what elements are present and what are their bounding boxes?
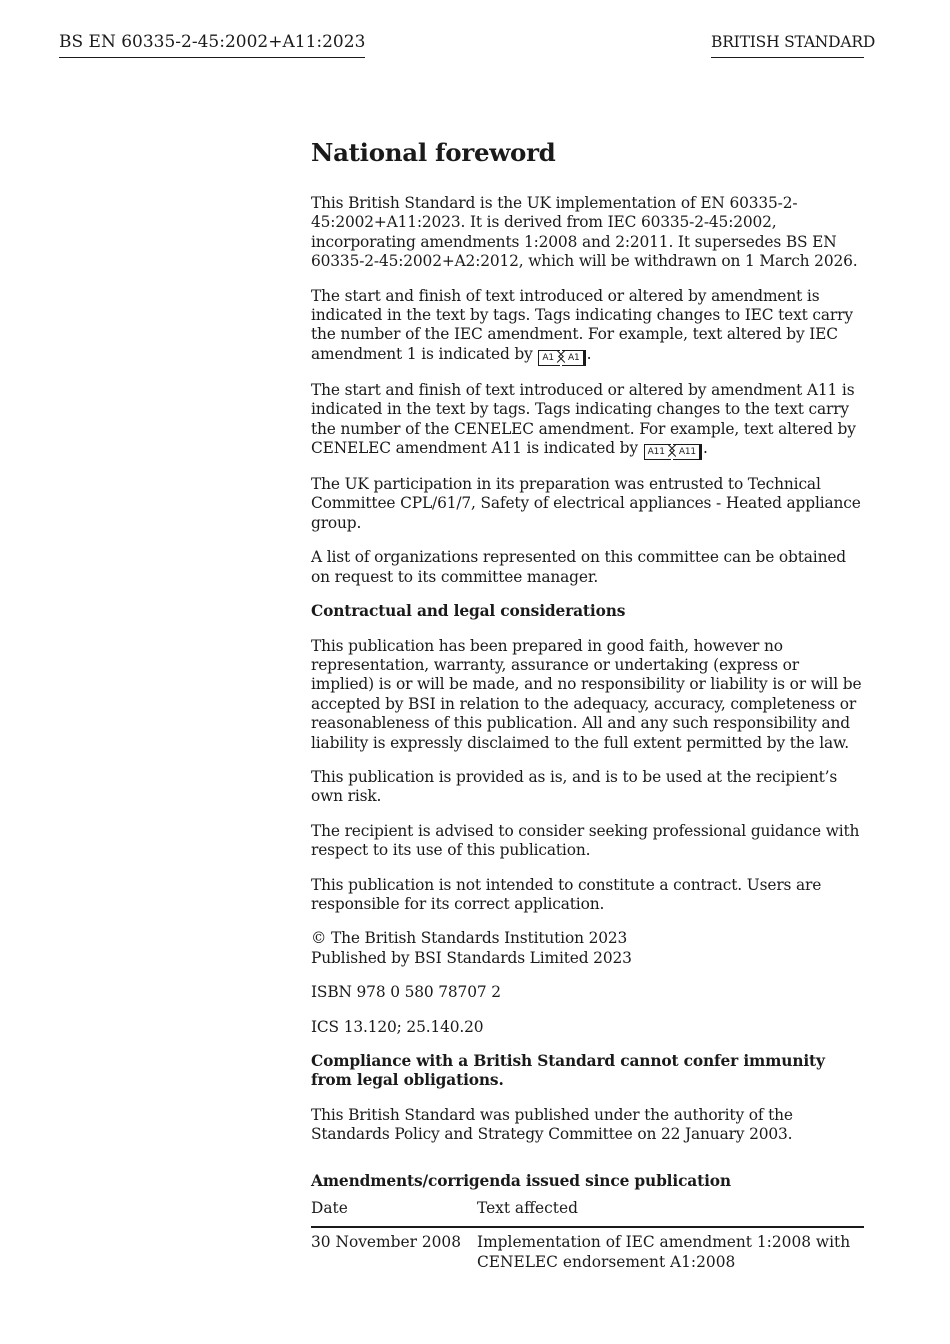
isbn: ISBN 978 0 580 78707 2	[311, 983, 501, 1002]
ics: ICS 13.120; 25.140.20	[311, 1017, 484, 1036]
table-row	[311, 1227, 864, 1272]
amendment-text-affected: Implementation of IEC amendment 1:2008 with CENELEC endorsement A1:2008	[477, 1233, 851, 1271]
amendment-date: 30 November 2008	[311, 1233, 461, 1252]
amendments-heading: Amendments/corrigenda issued since publication	[311, 1171, 731, 1190]
paragraph-good-faith: This publication has been prepared in good faith, however no representation, warranty, assurance or undertaking (express or implied) is or will be made, and no responsibility or liability is or will be accepted by BSI in relation to the adequacy, accuracy, completeness or reasonableness of this publication. All and any such responsibility and liability is expressly disclaimed to the full extent permitted by the law.	[311, 636, 862, 752]
series-header: BRITISH STANDARD	[711, 31, 864, 58]
paragraph-cenelec-tags-end: .	[703, 439, 708, 458]
paragraph-implementation: This British Standard is the UK implementation of EN 60335-2-45:2002+A11:2023. It is derived from IEC 60335-2-45:2002, incorporating amendments 1:2008 and 2:2011. It supersedes BS EN 60335-2-45:2002+A2:2012, which will be withdrawn on 1 March 2026.	[311, 194, 858, 271]
amendment-tag-close-icon: A1	[562, 350, 586, 366]
amendment-tag-close-icon: A11	[673, 444, 702, 460]
publisher-line: Published by BSI Standards Limited 2023	[311, 948, 632, 967]
column-header-text-affected: Text affected	[477, 1199, 578, 1218]
copyright-block	[311, 929, 866, 968]
column-header-date: Date	[311, 1199, 348, 1218]
amendment-tag-open-icon: A11	[644, 444, 671, 460]
amendments-table	[311, 1199, 864, 1272]
paragraph-iec-tags-text: The start and finish of text introduced or altered by amendment is indicated in the text by tags. Tags indicating changes to IEC text carry the number of the IEC amendment. For example, text altered by IEC amendment 1 is indicated by	[311, 286, 853, 363]
paragraph-cenelec-tags-text: The start and finish of text introduced or altered by amendment A11 is indicated in the text by tags. Tags indicating changes to the text carry the number of the CENELEC amendment. For example, text altered by CENELEC amendment A11 is indicated by	[311, 380, 856, 458]
paragraph-guidance: The recipient is advised to consider seeking professional guidance with respect to its use of this publication.	[311, 821, 860, 860]
paragraph-cenelec-tags	[311, 381, 866, 460]
amendments-table-header	[311, 1199, 864, 1227]
legal-considerations-heading: Contractual and legal considerations	[311, 602, 626, 621]
page-title: National foreword	[311, 138, 556, 167]
paragraph-organizations: A list of organizations represented on this committee can be obtained on request to its committee manager.	[311, 548, 846, 586]
foreword-body	[311, 136, 866, 1272]
paragraph-as-is: This publication is provided as is, and is to be used at the recipient’s own risk.	[311, 767, 838, 806]
paragraph-committee: The UK participation in its preparation was entrusted to Technical Committee CPL/61/7, Safety of electrical appliances - Heated appliance group.	[311, 475, 861, 532]
paragraph-not-contract: This publication is not intended to constitute a contract. Users are responsible for its correct application.	[311, 875, 822, 913]
amendment-tag-open-icon: A1	[538, 350, 560, 366]
copyright-line: © The British Standards Institution 2023	[311, 929, 628, 948]
document-id-header: BS EN 60335-2-45:2002+A11:2023	[59, 31, 365, 58]
paragraph-iec-tags-end: .	[586, 344, 592, 363]
paragraph-authority: This British Standard was published under the authority of the Standards Policy and Strategy Committee on 22 January 2003.	[311, 1105, 793, 1144]
compliance-notice: Compliance with a British Standard cannot confer immunity from legal obligations.	[311, 1052, 825, 1090]
paragraph-iec-tags	[311, 287, 866, 366]
